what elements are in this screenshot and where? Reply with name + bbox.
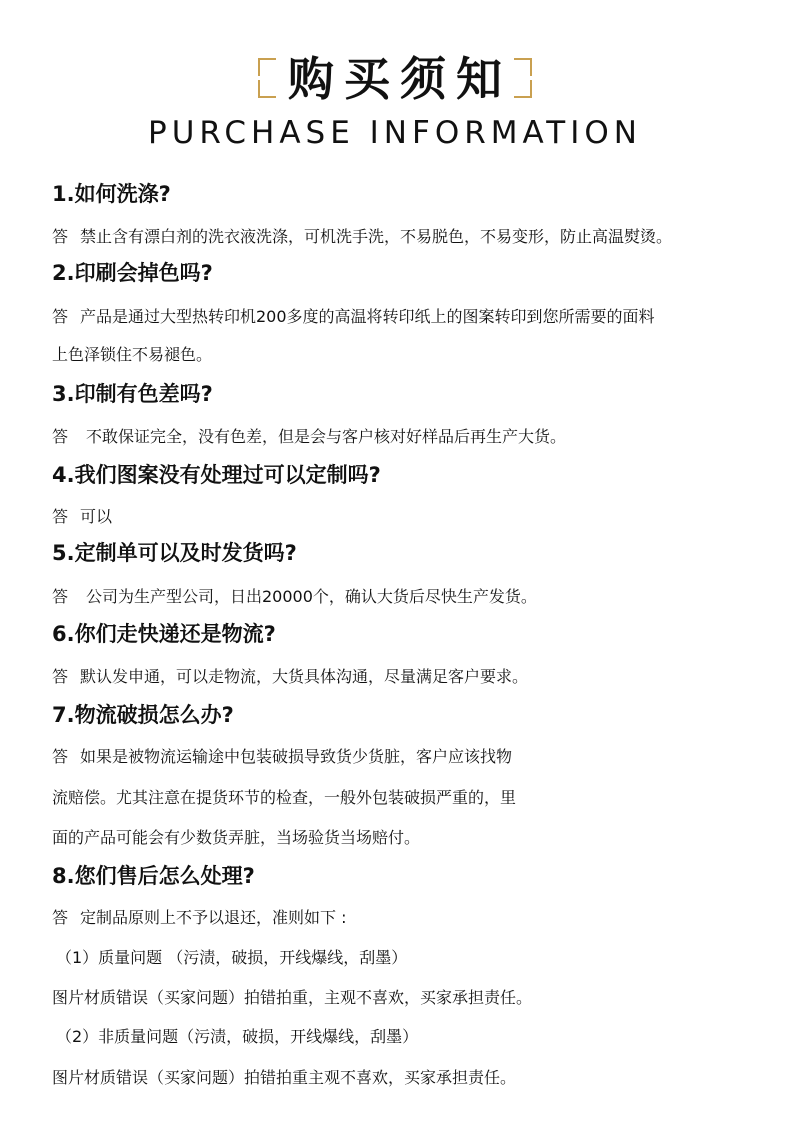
- answer-text: 产品是通过大型热转印机200多度的高温将转印纸上的图案转印到您所需要的面料: [80, 307, 655, 326]
- question-8: 8.您们售后怎么处理?: [52, 864, 255, 888]
- answer-text: 如果是被物流运输途中包装破损导致货少货脏，客户应该找物: [80, 747, 513, 766]
- answer-2-line-1: [52, 305, 655, 329]
- page-title: 购买须知: [288, 52, 512, 106]
- answer-7-line-1: [52, 745, 512, 769]
- question-5: 5.定制单可以及时发货吗?: [52, 541, 297, 565]
- question-6: 6.你们走快递还是物流?: [52, 622, 276, 646]
- answer-7-line-2: 流赔偿。尤其注意在提货环节的检查，一般外包装破损严重的，里: [52, 788, 517, 807]
- question-2: 2.印刷会掉色吗?: [52, 261, 213, 285]
- answer-lead: 答: [52, 427, 69, 446]
- answer-lead: 答: [52, 587, 69, 606]
- question-1: 1.如何洗涤?: [52, 182, 171, 206]
- answer-1-line-1: [52, 225, 672, 249]
- answer-lead: 答: [52, 507, 69, 526]
- question-7: 7.物流破损怎么办?: [52, 703, 234, 727]
- question-3: 3.印制有色差吗?: [52, 382, 213, 406]
- answer-5-line-1: [52, 585, 537, 609]
- answer-text: 公司为生产型公司，日出20000个，确认大货后尽快生产发货。: [86, 587, 537, 606]
- question-4: 4.我们图案没有处理过可以定制吗?: [52, 463, 381, 487]
- answer-text: 默认发申通，可以走物流，大货具体沟通，尽量满足客户要求。: [80, 667, 529, 686]
- answer-lead: 答: [52, 747, 69, 766]
- answer-8-line-5: 图片材质错误（买家问题）拍错拍重主观不喜欢，买家承担责任。: [52, 1068, 517, 1087]
- answer-lead: 答: [52, 908, 69, 927]
- answer-7-line-3: 面的产品可能会有少数货弄脏，当场验货当场赔付。: [52, 828, 421, 847]
- answer-6-line-1: [52, 665, 528, 689]
- answer-text: 不敢保证完全，没有色差，但是会与客户核对好样品后再生产大货。: [86, 427, 567, 446]
- answer-8-line-1: [52, 906, 346, 930]
- page-subtitle: PURCHASE INFORMATION: [148, 115, 642, 151]
- answer-lead: 答: [52, 307, 69, 326]
- answer-3-line-1: [52, 425, 566, 449]
- answer-8-line-4: （2）非质量问题（污渍，破损，开线爆线，刮墨）: [56, 1027, 419, 1046]
- answer-2-line-2: 上色泽锁住不易褪色。: [52, 345, 213, 364]
- answer-text: 禁止含有漂白剂的洗衣液洗涤，可机洗手洗，不易脱色，不易变形，防止高温熨烫。: [80, 227, 673, 246]
- answer-lead: 答: [52, 667, 69, 686]
- answer-lead: 答: [52, 227, 69, 246]
- answer-text: 定制品原则上不予以退还，准则如下 :: [80, 908, 347, 927]
- answer-text: 可以: [80, 507, 113, 526]
- answer-4-line-1: [52, 505, 112, 529]
- answer-8-line-3: 图片材质错误（买家问题）拍错拍重，主观不喜欢，买家承担责任。: [52, 988, 533, 1007]
- answer-8-line-2: （1）质量问题 （污渍，破损，开线爆线，刮墨）: [56, 948, 408, 967]
